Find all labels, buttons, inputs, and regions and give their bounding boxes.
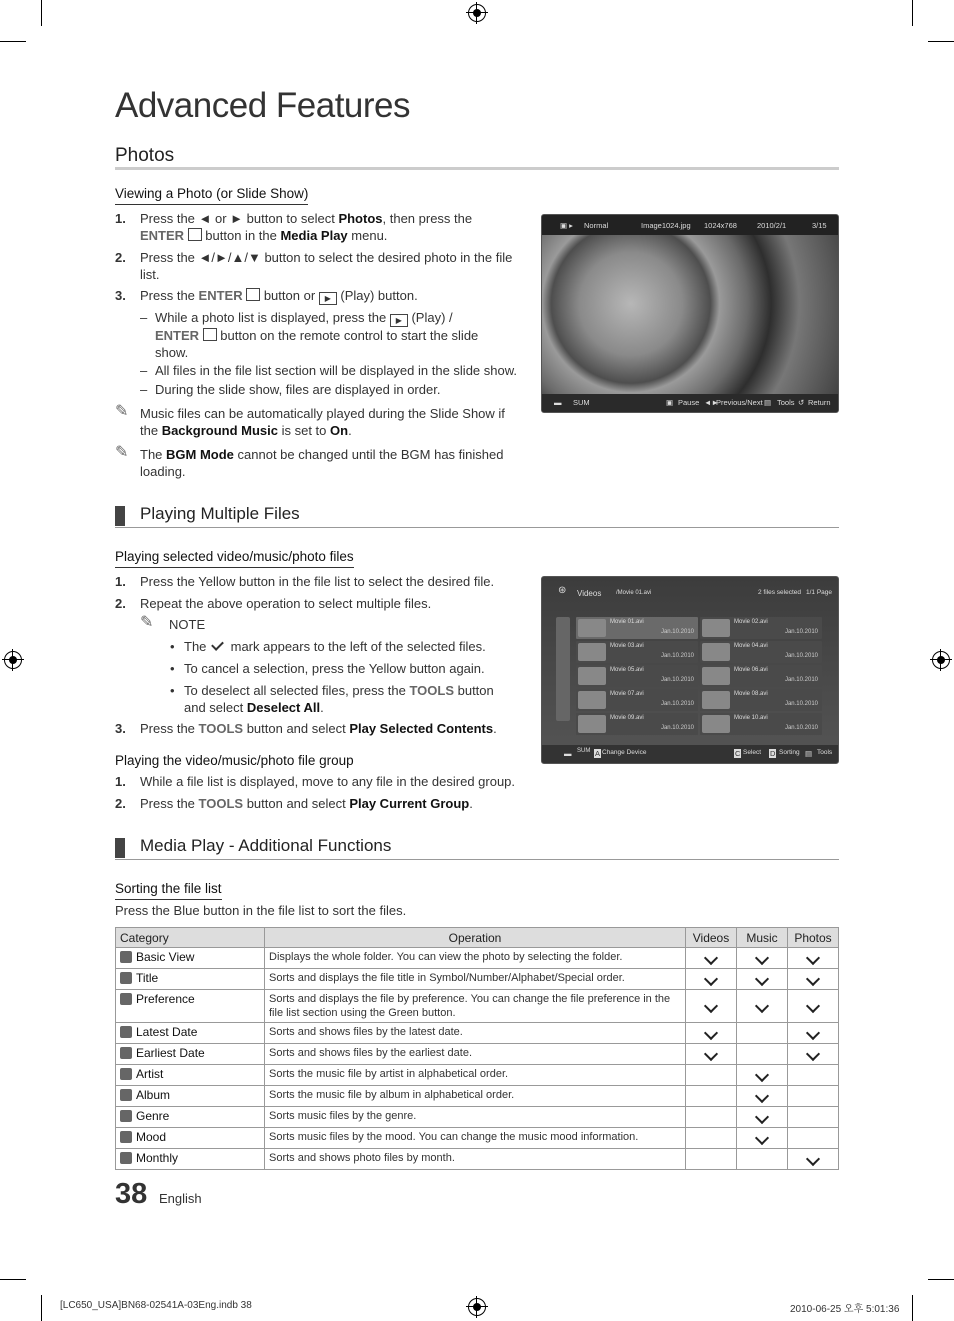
crop-mark bbox=[912, 0, 913, 26]
videos-icon: ⊛ bbox=[558, 585, 567, 596]
check-icon bbox=[704, 951, 718, 965]
row-check-cell bbox=[686, 1107, 737, 1128]
viewing-dash-1: While a photo list is displayed, press the ▶ (Play) / ENTER button on the remote control to start the slide show. bbox=[155, 310, 479, 360]
row-check-cell bbox=[788, 1149, 839, 1170]
file-date: Jan.10.2010 bbox=[784, 653, 818, 659]
multi-bullet-3: To deselect all selected files, press the TOOLS button and select Deselect All. bbox=[184, 683, 494, 715]
table-row bbox=[116, 969, 839, 990]
row-operation: Sorts music files by the genre. bbox=[265, 1107, 686, 1128]
section-title: Photos bbox=[115, 145, 175, 166]
row-check-cell bbox=[737, 969, 788, 990]
file-name: Movie 05.avi bbox=[610, 667, 644, 673]
row-operation: Sorts the music file by album in alphabetical order. bbox=[265, 1086, 686, 1107]
table-row bbox=[116, 1128, 839, 1149]
viewing-dash-2: All files in the file list section will be displayed in the slide show. bbox=[155, 363, 518, 378]
table-header-row bbox=[116, 928, 839, 948]
row-category bbox=[116, 1128, 265, 1149]
table-row bbox=[116, 1149, 839, 1170]
viewing-note-2: The BGM Mode cannot be changed until the BGM has finished loading. bbox=[140, 447, 504, 479]
check-icon bbox=[755, 1131, 769, 1145]
photo-count: 3/15 bbox=[812, 221, 827, 230]
viewing-heading: Viewing a Photo (or Slide Show) bbox=[115, 186, 308, 205]
film-reel-icon bbox=[702, 619, 730, 637]
row-check-cell bbox=[686, 1044, 737, 1065]
note-pencil-icon: ✎ bbox=[115, 403, 129, 420]
row-check-cell bbox=[788, 1086, 839, 1107]
subsection-bar bbox=[115, 506, 125, 526]
file-item[interactable] bbox=[700, 641, 822, 663]
file-date: Jan.10.2010 bbox=[660, 629, 694, 635]
header-operation: Operation bbox=[265, 928, 686, 948]
video-tools: Tools bbox=[817, 749, 833, 756]
check-icon bbox=[755, 1110, 769, 1124]
viewing-step-2: Press the ◄/►/▲/▼ button to select the desired photo in the file list. bbox=[140, 250, 513, 282]
row-operation: Sorts the music file by artist in alphabetical order. bbox=[265, 1065, 686, 1086]
row-check-cell bbox=[686, 1023, 737, 1044]
play-icon: ▶ bbox=[319, 292, 337, 305]
row-operation: Sorts and shows files by the earliest date. bbox=[265, 1044, 686, 1065]
film-reel-icon bbox=[702, 691, 730, 709]
button-a-icon: A bbox=[595, 749, 601, 758]
file-date: Jan.10.2010 bbox=[784, 677, 818, 683]
registration-mark-icon bbox=[932, 651, 950, 669]
file-name: Movie 08.avi bbox=[734, 691, 768, 697]
arrows-icon: ◄► bbox=[704, 398, 719, 407]
videos-label: Videos bbox=[577, 589, 602, 598]
row-check-cell bbox=[737, 1149, 788, 1170]
photo-mode: Normal bbox=[584, 221, 609, 230]
film-reel-icon bbox=[578, 619, 606, 637]
registration-mark-icon bbox=[468, 1298, 486, 1316]
file-item[interactable] bbox=[576, 665, 698, 687]
category-icon bbox=[120, 1068, 132, 1080]
check-icon bbox=[755, 1068, 769, 1082]
note-pencil-icon: ✎ bbox=[115, 444, 129, 461]
sorting-table bbox=[115, 927, 839, 1170]
category-icon bbox=[120, 1152, 132, 1164]
file-item[interactable] bbox=[576, 641, 698, 663]
page-language: English bbox=[159, 1191, 202, 1206]
row-check-cell bbox=[686, 1065, 737, 1086]
row-check-cell bbox=[788, 948, 839, 969]
file-grid bbox=[576, 617, 826, 737]
file-item[interactable] bbox=[576, 617, 698, 639]
row-category bbox=[116, 1023, 265, 1044]
file-date: Jan.10.2010 bbox=[660, 725, 694, 731]
photo-pause: Pause bbox=[678, 398, 700, 407]
photo-device: SUM bbox=[573, 398, 590, 407]
table-row bbox=[116, 1065, 839, 1086]
category-label: Monthly bbox=[136, 1151, 179, 1165]
file-item[interactable] bbox=[576, 689, 698, 711]
dash-marker: – bbox=[140, 382, 148, 397]
step-number: 1. bbox=[115, 774, 126, 789]
row-check-cell bbox=[788, 1023, 839, 1044]
row-check-cell bbox=[686, 1086, 737, 1107]
device-icon: ▬ bbox=[564, 749, 572, 758]
note-pencil-icon: ✎ bbox=[140, 614, 154, 631]
file-name: Movie 07.avi bbox=[610, 691, 644, 697]
file-date: Jan.10.2010 bbox=[784, 725, 818, 731]
photo-prevnext: Previous/Next bbox=[716, 398, 763, 407]
row-check-cell bbox=[788, 969, 839, 990]
table-row bbox=[116, 1044, 839, 1065]
check-icon bbox=[806, 1047, 820, 1061]
enter-icon bbox=[246, 288, 260, 301]
multi-note-label: NOTE bbox=[169, 617, 206, 632]
file-item[interactable] bbox=[700, 665, 822, 687]
subsection-divider bbox=[115, 859, 839, 860]
category-label: Earliest Date bbox=[136, 1046, 205, 1060]
step-number: 3. bbox=[115, 721, 126, 736]
check-icon bbox=[755, 972, 769, 986]
file-name: Movie 09.avi bbox=[610, 715, 644, 721]
multi-heading-2: Playing the video/music/photo file group bbox=[115, 753, 354, 768]
film-reel-icon bbox=[702, 715, 730, 733]
row-check-cell bbox=[737, 1086, 788, 1107]
category-icon bbox=[120, 1089, 132, 1101]
table-row bbox=[116, 1023, 839, 1044]
table-row bbox=[116, 948, 839, 969]
category-label: Artist bbox=[136, 1067, 164, 1081]
row-check-cell bbox=[686, 948, 737, 969]
header-photos: Photos bbox=[788, 928, 839, 948]
step-number: 3. bbox=[115, 288, 126, 303]
check-icon bbox=[806, 1026, 820, 1040]
row-operation: Displays the whole folder. You can view the photo by selecting the folder. bbox=[265, 948, 686, 969]
video-sorting: Sorting bbox=[779, 749, 800, 756]
category-label: Latest Date bbox=[136, 1025, 198, 1039]
button-c-icon: C bbox=[735, 749, 741, 758]
file-date: Jan.10.2010 bbox=[660, 653, 694, 659]
category-icon bbox=[120, 1131, 132, 1143]
pause-icon: ▣ bbox=[666, 398, 674, 407]
video-change-device: Change Device bbox=[602, 749, 647, 756]
row-category bbox=[116, 948, 265, 969]
file-name: Movie 04.avi bbox=[734, 643, 768, 649]
row-check-cell bbox=[686, 1149, 737, 1170]
media-title: Media Play - Additional Functions bbox=[140, 836, 392, 855]
multi-bullet-2: To cancel a selection, press the Yellow button again. bbox=[184, 661, 485, 676]
header-category: Category bbox=[116, 928, 265, 948]
film-reel-icon bbox=[578, 643, 606, 661]
sorting-heading: Sorting the file list bbox=[115, 881, 222, 900]
film-reel-icon bbox=[702, 667, 730, 685]
row-check-cell bbox=[686, 969, 737, 990]
sorting-table-body bbox=[116, 948, 839, 1170]
crop-mark bbox=[0, 1279, 26, 1280]
category-label: Title bbox=[136, 971, 159, 985]
row-check-cell bbox=[788, 1065, 839, 1086]
enter-icon bbox=[188, 228, 202, 241]
category-label: Album bbox=[136, 1088, 171, 1102]
registration-mark-icon bbox=[468, 4, 486, 22]
video-select: Select bbox=[743, 749, 762, 756]
check-icon bbox=[806, 999, 820, 1013]
step-number: 2. bbox=[115, 796, 126, 811]
category-icon bbox=[120, 951, 132, 963]
bullet-marker: • bbox=[170, 683, 175, 698]
category-label: Genre bbox=[136, 1109, 170, 1123]
step-number: 1. bbox=[115, 211, 126, 226]
checkmark-icon bbox=[211, 638, 224, 651]
row-category bbox=[116, 1107, 265, 1128]
row-check-cell bbox=[737, 948, 788, 969]
film-reel-icon bbox=[702, 643, 730, 661]
videos-path: /Movie 01.avi bbox=[616, 590, 652, 596]
photo-return: Return bbox=[808, 398, 831, 407]
category-icon bbox=[120, 1026, 132, 1038]
check-icon bbox=[704, 1047, 718, 1061]
row-check-cell bbox=[737, 1023, 788, 1044]
viewing-note-1: Music files can be automatically played during the Slide Show if the Background Music is set to On. bbox=[140, 406, 505, 438]
group-step-1: While a file list is displayed, move to any file in the desired group. bbox=[140, 774, 516, 789]
multi-step-3: Press the TOOLS button and select Play Selected Contents. bbox=[140, 721, 497, 736]
video-list-screenshot bbox=[541, 576, 839, 764]
tools-icon: ▤ bbox=[805, 749, 813, 758]
step-number: 2. bbox=[115, 596, 126, 611]
row-category bbox=[116, 1065, 265, 1086]
check-icon bbox=[704, 999, 718, 1013]
subsection-bar bbox=[115, 838, 125, 858]
video-device: SUM bbox=[577, 748, 591, 754]
check-icon bbox=[704, 1026, 718, 1040]
file-date: Jan.10.2010 bbox=[784, 701, 818, 707]
viewing-step-1: Press the ◄ or ► button to select Photos, then press the ENTER button in the Media Play menu. bbox=[140, 211, 473, 243]
row-check-cell bbox=[686, 1128, 737, 1149]
row-operation: Sorts music files by the mood. You can change the music mood information. bbox=[265, 1128, 686, 1149]
multi-bullet-1: The mark appears to the left of the selected files. bbox=[184, 639, 486, 654]
category-icon bbox=[120, 1110, 132, 1122]
viewing-step-3: Press the ENTER button or ▶ (Play) button. bbox=[140, 288, 418, 303]
row-category bbox=[116, 1086, 265, 1107]
header-videos: Videos bbox=[686, 928, 737, 948]
photo-size: 1024x768 bbox=[704, 221, 737, 230]
crop-mark bbox=[928, 1279, 954, 1280]
dash-marker: – bbox=[140, 363, 148, 378]
file-item[interactable] bbox=[700, 713, 822, 735]
crop-mark bbox=[912, 1295, 913, 1321]
videos-selected: 2 files selected bbox=[758, 589, 801, 596]
table-row bbox=[116, 1107, 839, 1128]
registration-mark-icon bbox=[4, 651, 22, 669]
footer-timestamp: 2010-06-25 오후 5:01:36 bbox=[790, 1304, 900, 1315]
row-check-cell bbox=[737, 1044, 788, 1065]
viewing-dash-3: During the slide show, files are displayed in order. bbox=[155, 382, 441, 397]
check-icon bbox=[806, 951, 820, 965]
category-label: Preference bbox=[136, 992, 195, 1006]
photo-file: Image1024.jpg bbox=[641, 221, 691, 230]
row-operation: Sorts and shows files by the latest date. bbox=[265, 1023, 686, 1044]
row-check-cell bbox=[737, 1107, 788, 1128]
bullet-marker: • bbox=[170, 661, 175, 676]
file-date: Jan.10.2010 bbox=[784, 629, 818, 635]
row-check-cell bbox=[737, 1065, 788, 1086]
group-step-2: Press the TOOLS button and select Play Current Group. bbox=[140, 796, 473, 811]
check-icon bbox=[755, 999, 769, 1013]
row-category bbox=[116, 990, 265, 1023]
check-icon bbox=[755, 1089, 769, 1103]
file-item[interactable] bbox=[700, 689, 822, 711]
film-reel-icon bbox=[578, 667, 606, 685]
enter-icon bbox=[203, 328, 217, 341]
crop-mark bbox=[928, 41, 954, 42]
dash-marker: – bbox=[140, 310, 148, 325]
return-icon: ↺ bbox=[798, 398, 805, 407]
multi-title: Playing Multiple Files bbox=[140, 504, 300, 523]
film-reel-icon bbox=[578, 691, 606, 709]
row-category bbox=[116, 1044, 265, 1065]
step-number: 1. bbox=[115, 574, 126, 589]
check-icon bbox=[806, 972, 820, 986]
file-date: Jan.10.2010 bbox=[660, 677, 694, 683]
page-number: 38 bbox=[115, 1178, 148, 1210]
check-icon bbox=[704, 972, 718, 986]
file-name: Movie 03.avi bbox=[610, 643, 644, 649]
device-icon: ▬ bbox=[554, 398, 562, 407]
crop-mark bbox=[41, 0, 42, 26]
multi-heading-1: Playing selected video/music/photo files bbox=[115, 549, 354, 568]
category-label: Basic View bbox=[136, 950, 195, 964]
photo-tools: Tools bbox=[777, 398, 795, 407]
row-check-cell bbox=[788, 1107, 839, 1128]
row-check-cell bbox=[788, 990, 839, 1023]
button-d-icon: D bbox=[770, 749, 776, 758]
sorting-intro: Press the Blue button in the file list to sort the files. bbox=[115, 903, 407, 918]
category-sidebar bbox=[556, 617, 570, 721]
page-title: Advanced Features bbox=[115, 86, 411, 125]
crop-mark bbox=[0, 41, 26, 42]
bullet-marker: • bbox=[170, 639, 175, 654]
video-control-bar bbox=[542, 745, 838, 763]
row-operation: Sorts and shows photo files by month. bbox=[265, 1149, 686, 1170]
film-reel-icon bbox=[578, 715, 606, 733]
photo-slideshow-screenshot bbox=[541, 214, 839, 413]
category-label: Mood bbox=[136, 1130, 167, 1144]
file-name: Movie 10.avi bbox=[734, 715, 768, 721]
category-icon bbox=[120, 1047, 132, 1059]
file-name: Movie 02.avi bbox=[734, 619, 768, 625]
category-icon bbox=[120, 972, 132, 984]
header-music: Music bbox=[737, 928, 788, 948]
photo-icon: ▣ ▸ bbox=[560, 221, 573, 230]
file-column-left bbox=[576, 617, 698, 737]
footer-file-info: [LC650_USA]BN68-02541A-03Eng.indb 38 bbox=[60, 1300, 252, 1311]
step-number: 2. bbox=[115, 250, 126, 265]
section-divider bbox=[115, 167, 839, 170]
row-category bbox=[116, 969, 265, 990]
file-item[interactable] bbox=[576, 713, 698, 735]
photo-info-bar bbox=[542, 215, 838, 235]
file-date: Jan.10.2010 bbox=[660, 701, 694, 707]
row-category bbox=[116, 1149, 265, 1170]
videos-page: 1/1 Page bbox=[806, 589, 833, 596]
category-icon bbox=[120, 993, 132, 1005]
table-row bbox=[116, 1086, 839, 1107]
crop-mark bbox=[41, 1295, 42, 1321]
row-check-cell bbox=[686, 990, 737, 1023]
file-name: Movie 01.avi bbox=[610, 619, 644, 625]
tools-icon: ▤ bbox=[764, 398, 772, 407]
file-name: Movie 06.avi bbox=[734, 667, 768, 673]
table-row bbox=[116, 990, 839, 1023]
row-check-cell bbox=[737, 990, 788, 1023]
subsection-divider bbox=[115, 527, 839, 528]
photo-control-bar bbox=[542, 394, 838, 412]
row-check-cell bbox=[737, 1128, 788, 1149]
row-check-cell bbox=[788, 1128, 839, 1149]
multi-step-2: Repeat the above operation to select multiple files. bbox=[140, 596, 432, 611]
check-icon bbox=[755, 951, 769, 965]
multi-step-1: Press the Yellow button in the file list to select the desired file. bbox=[140, 574, 495, 589]
file-item[interactable] bbox=[700, 617, 822, 639]
play-icon: ▶ bbox=[390, 314, 408, 327]
check-icon bbox=[806, 1152, 820, 1166]
row-check-cell bbox=[788, 1044, 839, 1065]
photo-date: 2010/2/1 bbox=[757, 221, 787, 230]
row-operation: Sorts and displays the file by preference. You can change the file preference in the file list section using the Green button. bbox=[265, 990, 686, 1023]
file-column-right bbox=[700, 617, 822, 737]
row-operation: Sorts and displays the file title in Symbol/Number/Alphabet/Special order. bbox=[265, 969, 686, 990]
